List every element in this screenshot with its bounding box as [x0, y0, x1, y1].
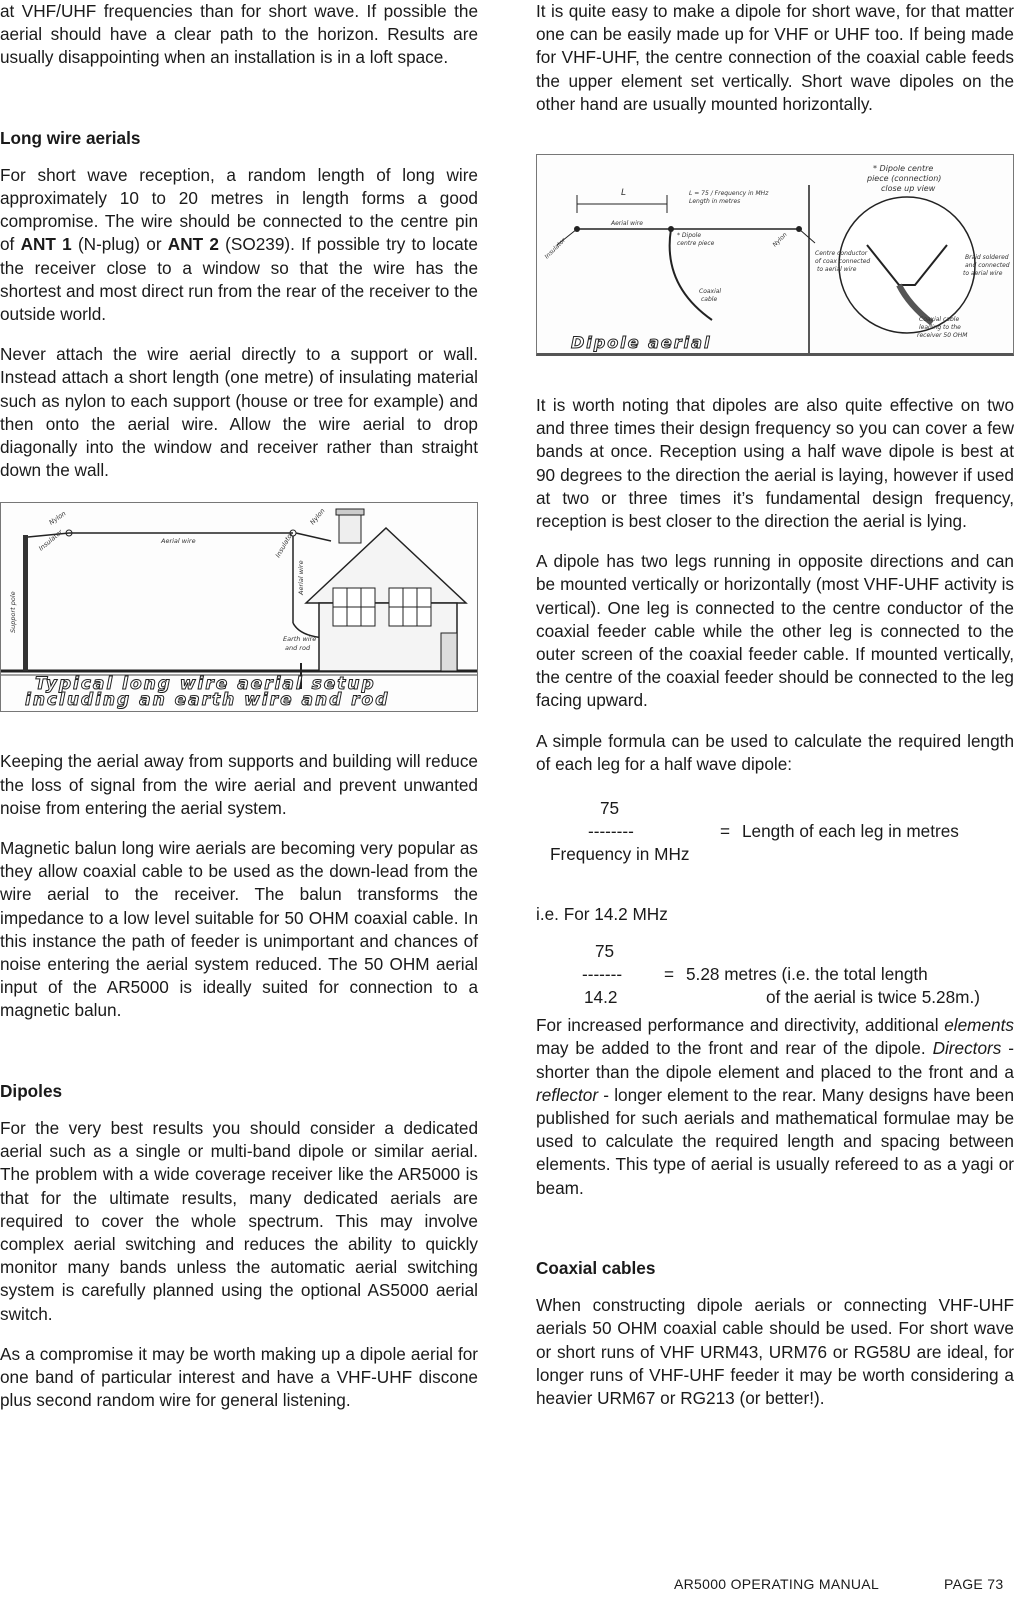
long-wire-paragraph-2: Never attach the wire aerial directly to a support or wall. Instead attach a short length (one metre) of insulating material such as nylon to each support (house or tree for example) and then onto the aerial wire. Allow the wire aerial to drop diagonally into the window and receiver rather than straight down the wall. — [0, 344, 478, 481]
label-coax-lead-2: leading to the — [919, 324, 961, 332]
label-nylon: Nylon — [771, 231, 789, 249]
coaxial-heading: Coaxial cables — [536, 1257, 656, 1278]
right-column — [536, 0, 1014, 1427]
formula-numerator: 75 — [600, 798, 620, 819]
label-close-up-3: close up view — [881, 184, 936, 194]
example-intro: i.e. For 14.2 MHz — [536, 904, 668, 925]
formula-result: Length of each leg in metres — [742, 821, 959, 842]
label-close-up-1: * Dipole centre — [873, 164, 934, 174]
long-wire-heading: Long wire aerials — [0, 127, 141, 148]
label-close-up-2: piece (connection) — [867, 174, 942, 184]
label-formula: L = 75 / Frequency in MHz — [689, 190, 769, 198]
dipoles-paragraph-6: A simple formula can be used to calculate the required length of each leg for a half wave dipole: — [536, 730, 1014, 774]
label-coax-lead-1: Coaxial cable — [919, 316, 960, 324]
label-support-pole: Support pole — [9, 591, 17, 634]
long-wire-paragraph-4: Magnetic balun long wire aerials are becoming very popular as they allow coaxial cable to be used as the down-lead from the wire aerial to the receiver. The balun transforms the impedance to a low level suitable for 50 OHM coaxial cable. In this instance the path of feeder is unimportant and chances of noise entering the aerial system reduced. The 50 OHM aerial input of the AR5000 is ideally suited for connection to a magnetic balun. — [0, 838, 478, 1021]
label-nylon-1: Nylon — [47, 509, 68, 528]
label-cable: cable — [701, 296, 718, 304]
long-wire-caption-line-1: Typical long wire aerial setup — [35, 674, 376, 695]
dipole-diagram — [537, 155, 1013, 353]
long-wire-paragraph-1: For short wave reception, a random length of long wire approximately 10 to 20 metres in length forms a good compromise. The wire should be connected to the centre pin of ANT 1 (N-plug) or ANT 2 (SO239). If possible try to locate the receiver close to a window so that the wire has the shortest and most direct run from the rear of the receiver to the outside world. — [0, 164, 478, 325]
dipoles-paragraph-4: It is worth noting that dipoles are also quite effective on two and three times their design frequency so you can cover a few bands at once. Reception using a half wave dipole is best at 90 degrees to the direction the aerial is laying, however if used at two or three times it’s fundamental design frequency, reception is best closer to the direction the aerial is lying. — [536, 395, 1014, 532]
label-coax-lead-3: receiver 50 OHM — [917, 332, 968, 340]
coaxial-paragraph: When constructing dipole aerials or connecting VHF-UHF aerials 50 OHM coaxial cable should be used. For short wave or short runs of VHF URM43, URM76 or RG58U are ideal, for longer runs of VHF-UHF feeder it may be worth considering a heavier URM67 or RG213 (or better!). — [536, 1295, 1014, 1408]
label-centre-conductor-3: to aerial wire — [817, 266, 857, 274]
footer-page-number: PAGE 73 — [944, 1576, 1004, 1592]
label-aerial-wire: Aerial wire — [611, 220, 643, 228]
formula-general — [536, 793, 1014, 903]
label-insulator-2: Insulator — [273, 530, 295, 560]
example-denominator: 14.2 — [584, 987, 618, 1008]
label-coaxial: Coaxial — [699, 288, 722, 296]
dipoles-paragraph-7: For increased performance and directivity, additional elements may be added to the front and rear of the dipole. Directors - shorter than the dipole element and placed to the front and a reflector - longer element to the rear. Many designs have been published for such aerials and mathematical formulae may be used to calculate the required length and spacing between elements. This type of aerial is usually refereed to as a yagi or beam. — [536, 1015, 1015, 1198]
label-insulator: Insulator — [543, 236, 568, 261]
label-centre-conductor-1: Centre conductor — [815, 250, 868, 258]
example-result-2: of the aerial is twice 5.28m.) — [766, 987, 980, 1008]
label-and-rod: and rod — [285, 644, 311, 653]
intro-paragraph: at VHF/UHF frequencies than for short wave. If possible the aerial should have a clear path to the horizon. Results are usually disappointing when an installation is in a loft space. — [0, 1, 478, 68]
formula-denominator: Frequency in MHz — [550, 844, 690, 865]
label-aerial-wire-1: Aerial wire — [161, 537, 196, 546]
dipoles-paragraph-2: As a compromise it may be worth making up a dipole aerial for one band of particular interest and have a VHF-UHF discone plus second random wire for general listening. — [0, 1343, 478, 1411]
example-numerator: 75 — [595, 941, 615, 962]
dipoles-paragraph-3: It is quite easy to make a dipole for short wave, for that matter one can be easily made up for VHF or UHF too. If being made for VHF-UHF, the centre connection of the coaxial cable feeds the upper element set vertically. Short wave dipoles on the other hand are usually mounted horizontally. — [536, 1, 1014, 114]
example-equals: = — [664, 964, 675, 985]
label-earth-wire: Earth wire — [283, 635, 317, 644]
long-wire-figure — [0, 502, 478, 712]
footer-manual-title: AR5000 OPERATING MANUAL — [674, 1576, 880, 1592]
label-insulator-1: Insulator — [37, 528, 65, 553]
label-braid-3: to aerial wire — [963, 270, 1003, 278]
label-braid-2: and connected — [965, 262, 1010, 270]
formula-bar: -------- — [588, 821, 634, 842]
label-braid-1: Braid soldered — [965, 254, 1009, 262]
label-L: L — [621, 188, 627, 199]
long-wire-caption-line-2: including an earth wire and rod — [25, 690, 390, 711]
label-centre-piece: centre piece — [677, 240, 715, 248]
dipole-figure — [536, 154, 1014, 356]
dipoles-paragraph-1: For the very best results you should consider a dedicated aerial such as a single or multi-band dipole or similar aerial. The problem with a wide coverage receiver like the AR5000 is that for the ultimate results, many dedicated aerials are required to cover the whole spectrum. This may involve complex aerial switching and reduces the ability to quickly monitor many bands unless the automatic aerial switching system is carefully planned using the optional AS5000 aerial switch. — [0, 1117, 478, 1324]
long-wire-paragraph-3: Keeping the aerial away from supports and building will reduce the loss of signal from the wire aerial and prevent unwanted noise from entering the aerial system. — [0, 751, 478, 818]
formula-example — [536, 936, 1014, 1014]
label-nylon-2: Nylon — [308, 507, 327, 527]
label-dipole: * Dipole — [677, 232, 702, 240]
example-result-1: 5.28 metres (i.e. the total length — [686, 964, 928, 985]
dipoles-paragraph-5: A dipole has two legs running in opposite directions and can be mounted vertically or horizontally (most VHF-UHF activity is vertical). One leg is connected to the centre conductor of the coaxial feeder cable while the other leg is connected to the outer screen of the coaxial feeder cable. If mounted vertically, the centre of the coaxial feeder should be connected to the leg facing upward. — [536, 551, 1014, 711]
dipoles-heading: Dipoles — [0, 1080, 63, 1101]
label-aerial-wire-2: Aerial wire — [297, 560, 305, 596]
formula-equals: = — [720, 821, 731, 842]
label-centre-conductor-2: of coax connected — [815, 258, 871, 266]
label-length: Length in metres — [689, 198, 741, 206]
example-bar: ------- — [582, 964, 623, 985]
left-column — [0, 0, 478, 1429]
dipole-caption: Dipole aerial — [571, 333, 712, 353]
